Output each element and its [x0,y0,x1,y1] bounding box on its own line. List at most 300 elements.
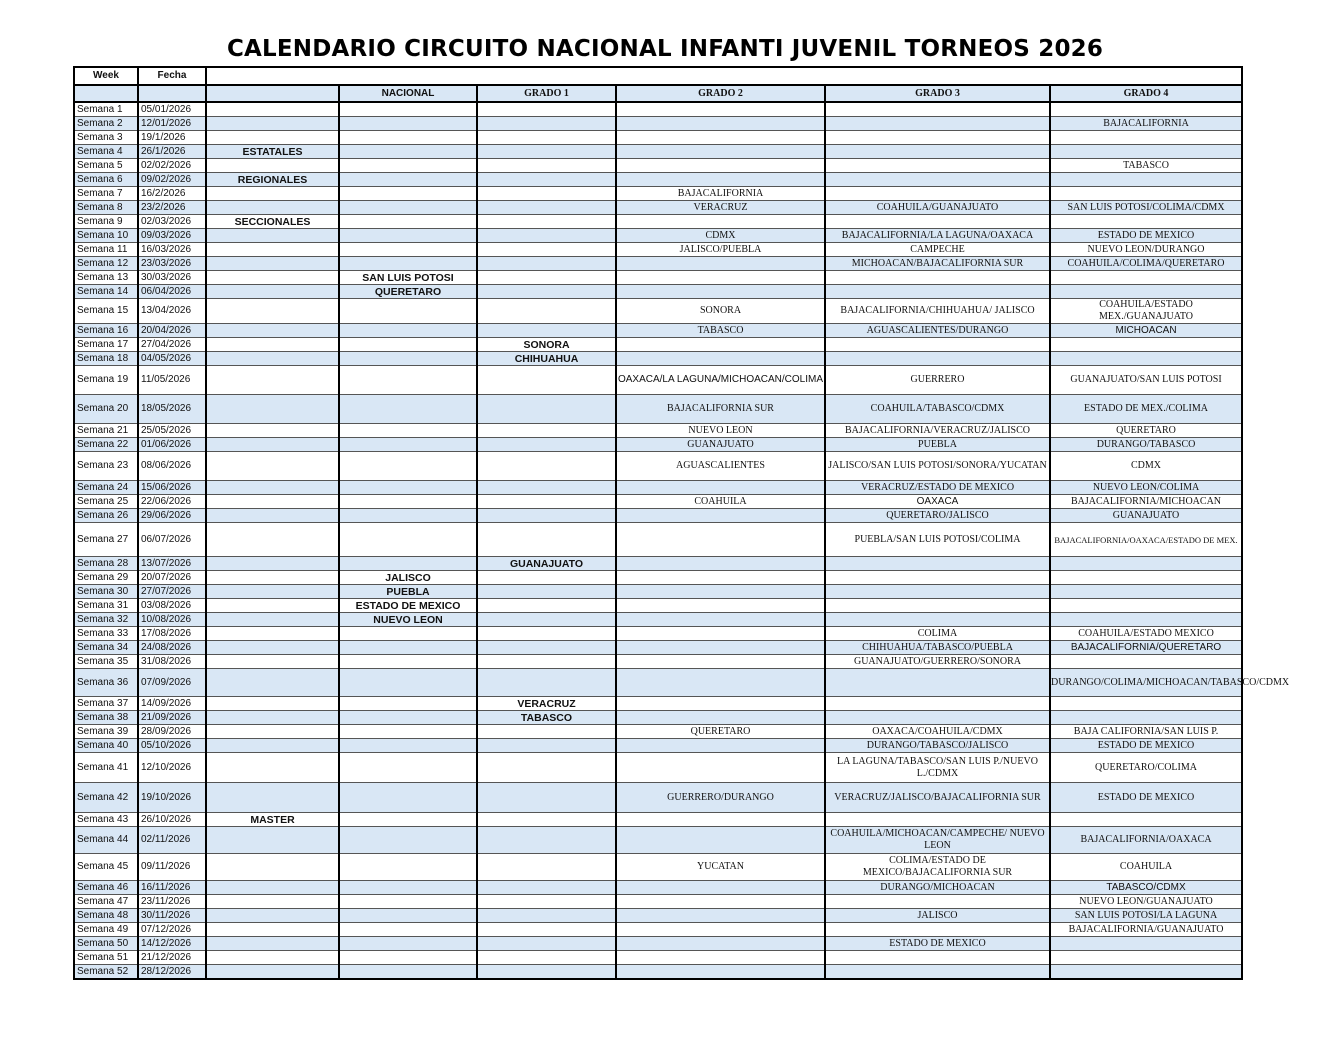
week-cell: Semana 8 [74,201,138,215]
week-cell: Semana 6 [74,173,138,187]
grado-4-cell: BAJA CALIFORNIA/SAN LUIS P. [1050,725,1242,739]
date-cell: 31/08/2026 [138,655,206,669]
table-row [74,299,1242,324]
category-cell [206,881,339,895]
grado-3-cell [825,102,1050,117]
table-row [74,495,1242,509]
table-row [74,117,1242,131]
week-cell: Semana 21 [74,424,138,438]
grado-4-cell: ESTADO DE MEXICO [1050,739,1242,753]
grado-1-cell [477,613,616,627]
date-cell: 30/03/2026 [138,271,206,285]
table-row [74,923,1242,937]
grado-4-cell: DURANGO/TABASCO [1050,438,1242,452]
date-cell: 09/02/2026 [138,173,206,187]
date-cell: 21/12/2026 [138,951,206,965]
grado-3-cell [825,131,1050,145]
category-cell [206,495,339,509]
date-cell: 02/02/2026 [138,159,206,173]
category-cell [206,395,339,424]
grado-4-cell: GUANAJUATO/SAN LUIS POTOSI [1050,366,1242,395]
category-cell [206,338,339,352]
grado-1-cell [477,669,616,697]
grado-1-cell: CHIHUAHUA [477,352,616,366]
grado-1-cell: TABASCO [477,711,616,725]
nacional-cell [339,923,477,937]
grado-4-cell [1050,131,1242,145]
grado-3-cell: CHIHUAHUA/TABASCO/PUEBLA [825,641,1050,655]
grado-3-cell: VERACRUZ/ESTADO DE MEXICO [825,481,1050,495]
table-row [74,452,1242,481]
category-cell [206,366,339,395]
date-cell: 08/06/2026 [138,452,206,481]
grado-4-cell: QUERETARO [1050,424,1242,438]
grado-1-cell [477,895,616,909]
grado-1-cell [477,285,616,299]
grado-4-cell [1050,951,1242,965]
grado-3-cell [825,571,1050,585]
week-cell: Semana 37 [74,697,138,711]
grado-1-cell [477,187,616,201]
week-cell: Semana 15 [74,299,138,324]
grado-2-cell [616,159,825,173]
date-cell: 09/11/2026 [138,854,206,881]
grado-1-cell [477,229,616,243]
grado-1-cell: GUANAJUATO [477,557,616,571]
category-cell [206,585,339,599]
category-cell [206,187,339,201]
table-row [74,951,1242,965]
grado-3-cell [825,669,1050,697]
nacional-cell [339,669,477,697]
category-cell [206,895,339,909]
grado-4-cell: COAHUILA/COLIMA/QUERETARO [1050,257,1242,271]
grado-3-cell [825,557,1050,571]
date-cell: 19/10/2026 [138,783,206,813]
grado-4-cell [1050,271,1242,285]
grado-4-cell [1050,338,1242,352]
grado-1-cell [477,452,616,481]
table-row [74,739,1242,753]
grado-2-cell [616,145,825,159]
category-cell [206,509,339,523]
date-cell: 06/07/2026 [138,523,206,557]
week-cell: Semana 52 [74,965,138,980]
grado-2-cell [616,117,825,131]
week-cell: Semana 31 [74,599,138,613]
grado-3-cell: COAHUILA/GUANAJUATO [825,201,1050,215]
date-cell: 10/08/2026 [138,613,206,627]
category-cell [206,557,339,571]
date-cell: 28/09/2026 [138,725,206,739]
date-cell: 28/12/2026 [138,965,206,980]
nacional-cell [339,438,477,452]
category-cell [206,481,339,495]
grado-3-cell [825,285,1050,299]
nacional-cell: JALISCO [339,571,477,585]
week-cell: Semana 12 [74,257,138,271]
grado-4-cell: COAHUILA/ESTADO MEX./GUANAJUATO [1050,299,1242,324]
nacional-cell [339,299,477,324]
header-row-2 [74,85,1242,102]
week-cell: Semana 3 [74,131,138,145]
category-cell [206,951,339,965]
grado-4-cell: BAJACALIFORNIA/OAXACA/ESTADO DE MEX. [1050,523,1242,557]
header-row-1 [74,67,1242,85]
grado-3-cell: QUERETARO/JALISCO [825,509,1050,523]
grado-4-cell: NUEVO LEON/GUANAJUATO [1050,895,1242,909]
category-cell [206,117,339,131]
header-grado-4: GRADO 4 [1050,85,1242,102]
week-cell: Semana 27 [74,523,138,557]
nacional-cell [339,452,477,481]
date-cell: 29/06/2026 [138,509,206,523]
category-cell [206,452,339,481]
grado-1-cell [477,627,616,641]
grado-4-cell [1050,557,1242,571]
table-row [74,509,1242,523]
table-row [74,813,1242,827]
date-cell: 25/05/2026 [138,424,206,438]
grado-3-cell [825,215,1050,229]
category-cell [206,599,339,613]
grado-1-cell [477,299,616,324]
week-cell: Semana 2 [74,117,138,131]
grado-3-cell: PUEBLA/SAN LUIS POTOSI/COLIMA [825,523,1050,557]
grado-3-cell: MICHOACAN/BAJACALIFORNIA SUR [825,257,1050,271]
grado-1-cell [477,827,616,854]
date-cell: 12/01/2026 [138,117,206,131]
grado-2-cell [616,937,825,951]
grado-1-cell: SONORA [477,338,616,352]
nacional-cell [339,627,477,641]
date-cell: 12/10/2026 [138,753,206,783]
date-cell: 23/03/2026 [138,257,206,271]
grado-1-cell [477,909,616,923]
grado-2-cell [616,627,825,641]
nacional-cell [339,481,477,495]
nacional-cell [339,697,477,711]
grado-2-cell: GUANAJUATO [616,438,825,452]
nacional-cell [339,965,477,980]
category-cell [206,201,339,215]
grado-1-cell [477,951,616,965]
nacional-cell: PUEBLA [339,585,477,599]
grado-2-cell [616,271,825,285]
date-cell: 04/05/2026 [138,352,206,366]
grado-4-cell [1050,655,1242,669]
grado-2-cell [616,951,825,965]
table-row [74,965,1242,980]
week-cell: Semana 25 [74,495,138,509]
grado-1-cell [477,725,616,739]
week-cell: Semana 41 [74,753,138,783]
grado-4-cell [1050,937,1242,951]
grado-2-cell: NUEVO LEON [616,424,825,438]
nacional-cell [339,937,477,951]
grado-4-cell [1050,585,1242,599]
nacional-cell [339,173,477,187]
category-cell [206,285,339,299]
grado-1-cell [477,145,616,159]
date-cell: 20/07/2026 [138,571,206,585]
grado-3-cell [825,951,1050,965]
grado-2-cell: SONORA [616,299,825,324]
table-row [74,909,1242,923]
nacional-cell: NUEVO LEON [339,613,477,627]
grado-1-cell [477,813,616,827]
table-row [74,338,1242,352]
grado-4-cell: TABASCO [1050,159,1242,173]
grado-3-cell: DURANGO/TABASCO/JALISCO [825,739,1050,753]
date-cell: 22/06/2026 [138,495,206,509]
table-row [74,627,1242,641]
week-cell: Semana 50 [74,937,138,951]
table-row [74,215,1242,229]
week-cell: Semana 9 [74,215,138,229]
category-cell [206,229,339,243]
grado-2-cell [616,571,825,585]
category-cell: SECCIONALES [206,215,339,229]
grado-1-cell [477,173,616,187]
nacional-cell [339,395,477,424]
table-row [74,711,1242,725]
grado-1-cell [477,438,616,452]
grado-4-cell [1050,285,1242,299]
category-cell [206,854,339,881]
grado-3-cell [825,613,1050,627]
category-cell [206,352,339,366]
grado-2-cell: CDMX [616,229,825,243]
header-grado-1: GRADO 1 [477,85,616,102]
date-cell: 06/04/2026 [138,285,206,299]
grado-4-cell [1050,102,1242,117]
grado-1-cell [477,965,616,980]
grado-2-cell [616,965,825,980]
grado-1-cell [477,783,616,813]
header-grado-3: GRADO 3 [825,85,1050,102]
table-row [74,395,1242,424]
grado-1-cell [477,395,616,424]
grado-4-cell: GUANAJUATO [1050,509,1242,523]
grado-1-cell [477,571,616,585]
table-row [74,145,1242,159]
date-cell: 20/04/2026 [138,324,206,338]
grado-2-cell [616,131,825,145]
grado-4-cell: QUERETARO/COLIMA [1050,753,1242,783]
grado-4-cell: BAJACALIFORNIA/QUERETARO [1050,641,1242,655]
week-cell: Semana 1 [74,102,138,117]
calendar-table [73,66,1290,980]
grado-3-cell [825,599,1050,613]
nacional-cell [339,739,477,753]
table-row [74,131,1242,145]
nacional-cell [339,145,477,159]
category-cell [206,923,339,937]
table-row [74,613,1242,627]
date-cell: 13/07/2026 [138,557,206,571]
grado-2-cell [616,599,825,613]
table-row [74,271,1242,285]
nacional-cell [339,783,477,813]
grado-3-cell: BAJACALIFORNIA/CHIHUAHUA/ JALISCO [825,299,1050,324]
table-row [74,895,1242,909]
grado-3-cell [825,923,1050,937]
grado-2-cell [616,923,825,937]
grado-2-cell [616,827,825,854]
header-blank [206,67,1242,85]
week-cell: Semana 34 [74,641,138,655]
grado-2-cell [616,257,825,271]
grado-3-cell: AGUASCALIENTES/DURANGO [825,324,1050,338]
table-row [74,201,1242,215]
grado-2-cell [616,655,825,669]
grado-2-cell [616,352,825,366]
grado-3-cell [825,711,1050,725]
table-row [74,854,1242,881]
week-cell: Semana 51 [74,951,138,965]
grado-4-cell: COAHUILA/ESTADO MEXICO [1050,627,1242,641]
table-row [74,557,1242,571]
nacional-cell [339,352,477,366]
nacional-cell [339,102,477,117]
grado-4-cell: ESTADO DE MEXICO [1050,229,1242,243]
nacional-cell: ESTADO DE MEXICO [339,599,477,613]
grado-2-cell [616,881,825,895]
grado-3-cell [825,159,1050,173]
grado-1-cell [477,854,616,881]
grado-4-cell: ESTADO DE MEX./COLIMA [1050,395,1242,424]
grado-3-cell [825,117,1050,131]
grado-4-cell: BAJACALIFORNIA/OAXACA [1050,827,1242,854]
nacional-cell: QUERETARO [339,285,477,299]
grado-4-cell [1050,965,1242,980]
table-row [74,725,1242,739]
header-empty-date [138,85,206,102]
nacional-cell [339,813,477,827]
date-cell: 09/03/2026 [138,229,206,243]
category-cell [206,783,339,813]
table-row [74,229,1242,243]
grado-2-cell [616,509,825,523]
table-row [74,881,1242,895]
week-cell: Semana 11 [74,243,138,257]
table-row [74,481,1242,495]
nacional-cell [339,895,477,909]
header-fecha: Fecha [138,67,206,85]
category-cell [206,627,339,641]
date-cell: 11/05/2026 [138,366,206,395]
grado-4-cell: NUEVO LEON/COLIMA [1050,481,1242,495]
grado-2-cell [616,173,825,187]
category-cell: MASTER [206,813,339,827]
grado-2-cell: BAJACALIFORNIA [616,187,825,201]
grado-2-cell [616,285,825,299]
date-cell: 26/10/2026 [138,813,206,827]
grado-1-cell: VERACRUZ [477,697,616,711]
nacional-cell [339,215,477,229]
header-empty-category [206,85,339,102]
nacional-cell [339,229,477,243]
grado-1-cell [477,324,616,338]
grado-1-cell [477,923,616,937]
category-cell [206,909,339,923]
nacional-cell [339,424,477,438]
nacional-cell [339,641,477,655]
nacional-cell [339,951,477,965]
grado-2-cell [616,711,825,725]
grado-1-cell [477,366,616,395]
nacional-cell [339,117,477,131]
grado-1-cell [477,495,616,509]
nacional-cell [339,827,477,854]
date-cell: 07/09/2026 [138,669,206,697]
week-cell: Semana 46 [74,881,138,895]
grado-1-cell [477,599,616,613]
date-cell: 27/04/2026 [138,338,206,352]
date-cell: 02/03/2026 [138,215,206,229]
grado-4-cell [1050,352,1242,366]
grado-4-cell: MICHOACAN [1050,324,1242,338]
grado-3-cell [825,585,1050,599]
grado-1-cell [477,117,616,131]
category-cell [206,271,339,285]
week-cell: Semana 23 [74,452,138,481]
date-cell: 21/09/2026 [138,711,206,725]
week-cell: Semana 43 [74,813,138,827]
header-week: Week [74,67,138,85]
grado-1-cell [477,271,616,285]
grado-3-cell: OAXACA/COAHUILA/CDMX [825,725,1050,739]
grado-1-cell [477,509,616,523]
category-cell [206,299,339,324]
week-cell: Semana 33 [74,627,138,641]
grado-3-cell: LA LAGUNA/TABASCO/SAN LUIS P./NUEVO L./CDMX [825,753,1050,783]
grado-1-cell [477,937,616,951]
grado-4-cell: BAJACALIFORNIA/MICHOACAN [1050,495,1242,509]
grado-1-cell [477,131,616,145]
date-cell: 30/11/2026 [138,909,206,923]
grado-1-cell [477,641,616,655]
week-cell: Semana 26 [74,509,138,523]
grado-4-cell: NUEVO LEON/DURANGO [1050,243,1242,257]
table-row [74,585,1242,599]
grado-3-cell [825,271,1050,285]
date-cell: 27/07/2026 [138,585,206,599]
table-row [74,697,1242,711]
grado-3-cell: PUEBLA [825,438,1050,452]
week-cell: Semana 28 [74,557,138,571]
grado-1-cell [477,655,616,669]
grado-4-cell: DURANGO/COLIMA/MICHOACAN/TABASCO/CDMX [1050,669,1242,697]
week-cell: Semana 49 [74,923,138,937]
category-cell [206,102,339,117]
grado-2-cell: COAHUILA [616,495,825,509]
nacional-cell: SAN LUIS POTOSI [339,271,477,285]
category-cell [206,523,339,557]
category-cell [206,324,339,338]
week-cell: Semana 45 [74,854,138,881]
category-cell [206,725,339,739]
week-cell: Semana 29 [74,571,138,585]
grado-4-cell [1050,697,1242,711]
grado-4-cell [1050,145,1242,159]
grado-3-cell: JALISCO [825,909,1050,923]
date-cell: 05/10/2026 [138,739,206,753]
grado-3-cell: ESTADO DE MEXICO [825,937,1050,951]
table-row [74,243,1242,257]
category-cell [206,613,339,627]
